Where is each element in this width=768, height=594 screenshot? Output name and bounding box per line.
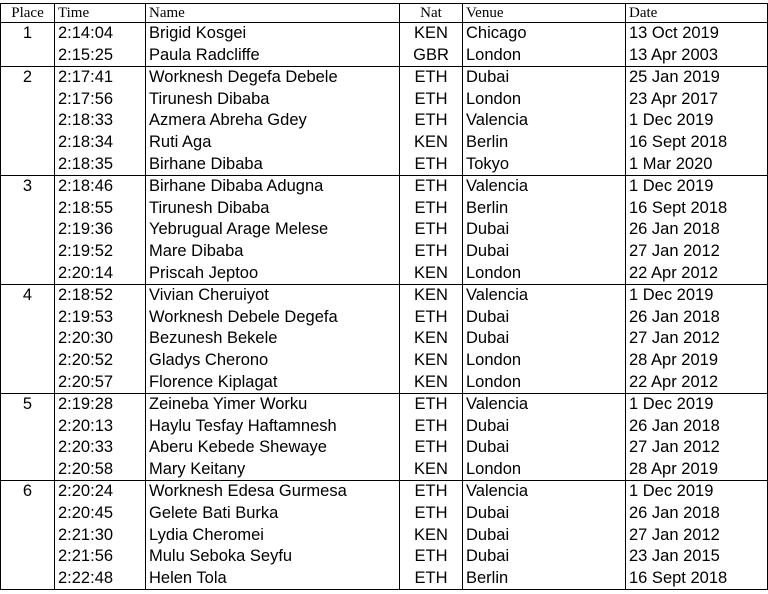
time-cell: 2:20:33 xyxy=(55,437,146,459)
date-cell: 23 Jan 2015 xyxy=(626,546,768,568)
name-cell: Brigid Kosgei xyxy=(146,23,400,45)
nat-cell: ETH xyxy=(400,176,463,198)
name-cell: Zeineba Yimer Worku xyxy=(146,394,400,416)
name-cell: Gelete Bati Burka xyxy=(146,503,400,525)
venue-cell: Dubai xyxy=(463,328,626,350)
name-cell: Mary Keitany xyxy=(146,459,400,481)
table-row xyxy=(1,132,768,154)
venue-cell: Dubai xyxy=(463,437,626,459)
date-cell: 13 Apr 2003 xyxy=(626,45,768,67)
table-row xyxy=(1,459,768,481)
name-cell: Mulu Seboka Seyfu xyxy=(146,546,400,568)
venue-cell: London xyxy=(463,263,626,285)
venue-cell: Dubai xyxy=(463,241,626,263)
venue-cell: Dubai xyxy=(463,525,626,547)
venue-cell: Chicago xyxy=(463,23,626,45)
venue-cell: Berlin xyxy=(463,198,626,220)
nat-cell: ETH xyxy=(400,67,463,89)
time-cell: 2:21:30 xyxy=(55,525,146,547)
time-cell: 2:18:55 xyxy=(55,198,146,220)
venue-cell: Dubai xyxy=(463,546,626,568)
venue-cell: Valencia xyxy=(463,285,626,307)
venue-cell: Dubai xyxy=(463,307,626,329)
date-cell: 1 Mar 2020 xyxy=(626,154,768,176)
time-cell: 2:19:52 xyxy=(55,241,146,263)
table-row xyxy=(1,568,768,590)
date-cell: 27 Jan 2012 xyxy=(626,525,768,547)
table-row xyxy=(1,176,768,198)
date-cell: 16 Sept 2018 xyxy=(626,198,768,220)
table-row xyxy=(1,307,768,329)
date-cell: 16 Sept 2018 xyxy=(626,568,768,590)
date-cell: 1 Dec 2019 xyxy=(626,176,768,198)
nat-cell: KEN xyxy=(400,459,463,481)
name-cell: Yebrugual Arage Melese xyxy=(146,219,400,241)
time-cell: 2:20:57 xyxy=(55,372,146,394)
table-row xyxy=(1,481,768,503)
name-cell: Azmera Abreha Gdey xyxy=(146,110,400,132)
date-cell: 27 Jan 2012 xyxy=(626,241,768,263)
date-cell: 22 Apr 2012 xyxy=(626,372,768,394)
nat-cell: KEN xyxy=(400,328,463,350)
name-cell: Ruti Aga xyxy=(146,132,400,154)
table-row xyxy=(1,110,768,132)
name-cell: Florence Kiplagat xyxy=(146,372,400,394)
date-cell: 26 Jan 2018 xyxy=(626,503,768,525)
date-cell: 26 Jan 2018 xyxy=(626,219,768,241)
name-cell: Helen Tola xyxy=(146,568,400,590)
time-cell: 2:18:33 xyxy=(55,110,146,132)
date-cell: 27 Jan 2012 xyxy=(626,437,768,459)
name-cell: Mare Dibaba xyxy=(146,241,400,263)
place-cell: 6 xyxy=(1,481,55,590)
time-cell: 2:21:56 xyxy=(55,546,146,568)
nat-cell: KEN xyxy=(400,525,463,547)
nat-cell: KEN xyxy=(400,372,463,394)
date-cell: 25 Jan 2019 xyxy=(626,67,768,89)
nat-cell: ETH xyxy=(400,546,463,568)
nat-cell: ETH xyxy=(400,154,463,176)
date-cell: 26 Jan 2018 xyxy=(626,307,768,329)
time-cell: 2:18:35 xyxy=(55,154,146,176)
name-cell: Priscah Jeptoo xyxy=(146,263,400,285)
nat-cell: KEN xyxy=(400,285,463,307)
table-header xyxy=(1,4,768,23)
date-cell: 1 Dec 2019 xyxy=(626,110,768,132)
time-cell: 2:22:48 xyxy=(55,568,146,590)
nat-cell: ETH xyxy=(400,307,463,329)
header-row xyxy=(1,4,768,23)
venue-cell: London xyxy=(463,89,626,111)
date-cell: 26 Jan 2018 xyxy=(626,416,768,438)
name-cell: Birhane Dibaba xyxy=(146,154,400,176)
table-row xyxy=(1,23,768,45)
header-time: Time xyxy=(55,4,146,23)
table-row xyxy=(1,285,768,307)
time-cell: 2:18:34 xyxy=(55,132,146,154)
nat-cell: ETH xyxy=(400,198,463,220)
nat-cell: ETH xyxy=(400,437,463,459)
time-cell: 2:19:36 xyxy=(55,219,146,241)
date-cell: 22 Apr 2012 xyxy=(626,263,768,285)
name-cell: Gladys Cherono xyxy=(146,350,400,372)
nat-cell: ETH xyxy=(400,110,463,132)
venue-cell: Valencia xyxy=(463,110,626,132)
venue-cell: London xyxy=(463,45,626,67)
venue-cell: Dubai xyxy=(463,67,626,89)
nat-cell: ETH xyxy=(400,503,463,525)
place-cell: 1 xyxy=(1,23,55,67)
name-cell: Vivian Cheruiyot xyxy=(146,285,400,307)
time-cell: 2:18:46 xyxy=(55,176,146,198)
date-cell: 13 Oct 2019 xyxy=(626,23,768,45)
name-cell: Worknesh Debele Degefa xyxy=(146,307,400,329)
table-row xyxy=(1,350,768,372)
venue-cell: Valencia xyxy=(463,481,626,503)
venue-cell: Dubai xyxy=(463,503,626,525)
date-cell: 1 Dec 2019 xyxy=(626,394,768,416)
table-row xyxy=(1,198,768,220)
venue-cell: London xyxy=(463,459,626,481)
header-nat: Nat xyxy=(400,4,463,23)
header-venue: Venue xyxy=(463,4,626,23)
table-row xyxy=(1,89,768,111)
venue-cell: Dubai xyxy=(463,416,626,438)
name-cell: Worknesh Degefa Debele xyxy=(146,67,400,89)
table-row xyxy=(1,503,768,525)
nat-cell: ETH xyxy=(400,481,463,503)
nat-cell: ETH xyxy=(400,416,463,438)
time-cell: 2:20:52 xyxy=(55,350,146,372)
time-cell: 2:20:58 xyxy=(55,459,146,481)
name-cell: Tirunesh Dibaba xyxy=(146,198,400,220)
header-place: Place xyxy=(1,4,55,23)
name-cell: Lydia Cheromei xyxy=(146,525,400,547)
table-row xyxy=(1,263,768,285)
nat-cell: ETH xyxy=(400,241,463,263)
time-cell: 2:20:24 xyxy=(55,481,146,503)
name-cell: Aberu Kebede Shewaye xyxy=(146,437,400,459)
nat-cell: KEN xyxy=(400,23,463,45)
time-cell: 2:19:53 xyxy=(55,307,146,329)
header-name: Name xyxy=(146,4,400,23)
header-date: Date xyxy=(626,4,768,23)
time-cell: 2:20:13 xyxy=(55,416,146,438)
time-cell: 2:18:52 xyxy=(55,285,146,307)
nat-cell: ETH xyxy=(400,568,463,590)
venue-cell: Berlin xyxy=(463,132,626,154)
table-row xyxy=(1,372,768,394)
marathon-results-table xyxy=(0,3,768,590)
table-row xyxy=(1,67,768,89)
name-cell: Haylu Tesfay Haftamnesh xyxy=(146,416,400,438)
time-cell: 2:15:25 xyxy=(55,45,146,67)
table-row xyxy=(1,525,768,547)
nat-cell: KEN xyxy=(400,132,463,154)
time-cell: 2:14:04 xyxy=(55,23,146,45)
name-cell: Paula Radcliffe xyxy=(146,45,400,67)
venue-cell: Valencia xyxy=(463,394,626,416)
nat-cell: ETH xyxy=(400,394,463,416)
nat-cell: KEN xyxy=(400,350,463,372)
table-row xyxy=(1,45,768,67)
date-cell: 27 Jan 2012 xyxy=(626,328,768,350)
nat-cell: KEN xyxy=(400,263,463,285)
table-row xyxy=(1,219,768,241)
place-cell: 2 xyxy=(1,67,55,176)
table-row xyxy=(1,154,768,176)
table-row xyxy=(1,546,768,568)
nat-cell: ETH xyxy=(400,219,463,241)
date-cell: 1 Dec 2019 xyxy=(626,481,768,503)
date-cell: 23 Apr 2017 xyxy=(626,89,768,111)
time-cell: 2:17:56 xyxy=(55,89,146,111)
venue-cell: Tokyo xyxy=(463,154,626,176)
place-cell: 5 xyxy=(1,394,55,481)
table-body xyxy=(1,23,768,590)
venue-cell: Valencia xyxy=(463,176,626,198)
venue-cell: London xyxy=(463,372,626,394)
name-cell: Bezunesh Bekele xyxy=(146,328,400,350)
table-row xyxy=(1,394,768,416)
time-cell: 2:20:30 xyxy=(55,328,146,350)
table-row xyxy=(1,416,768,438)
place-cell: 4 xyxy=(1,285,55,394)
date-cell: 28 Apr 2019 xyxy=(626,350,768,372)
name-cell: Birhane Dibaba Adugna xyxy=(146,176,400,198)
table-row xyxy=(1,437,768,459)
table-row xyxy=(1,241,768,263)
venue-cell: Berlin xyxy=(463,568,626,590)
date-cell: 28 Apr 2019 xyxy=(626,459,768,481)
date-cell: 16 Sept 2018 xyxy=(626,132,768,154)
time-cell: 2:20:45 xyxy=(55,503,146,525)
time-cell: 2:19:28 xyxy=(55,394,146,416)
time-cell: 2:17:41 xyxy=(55,67,146,89)
name-cell: Tirunesh Dibaba xyxy=(146,89,400,111)
nat-cell: GBR xyxy=(400,45,463,67)
date-cell: 1 Dec 2019 xyxy=(626,285,768,307)
time-cell: 2:20:14 xyxy=(55,263,146,285)
name-cell: Worknesh Edesa Gurmesa xyxy=(146,481,400,503)
nat-cell: ETH xyxy=(400,89,463,111)
table-row xyxy=(1,328,768,350)
place-cell: 3 xyxy=(1,176,55,285)
venue-cell: Dubai xyxy=(463,219,626,241)
venue-cell: London xyxy=(463,350,626,372)
